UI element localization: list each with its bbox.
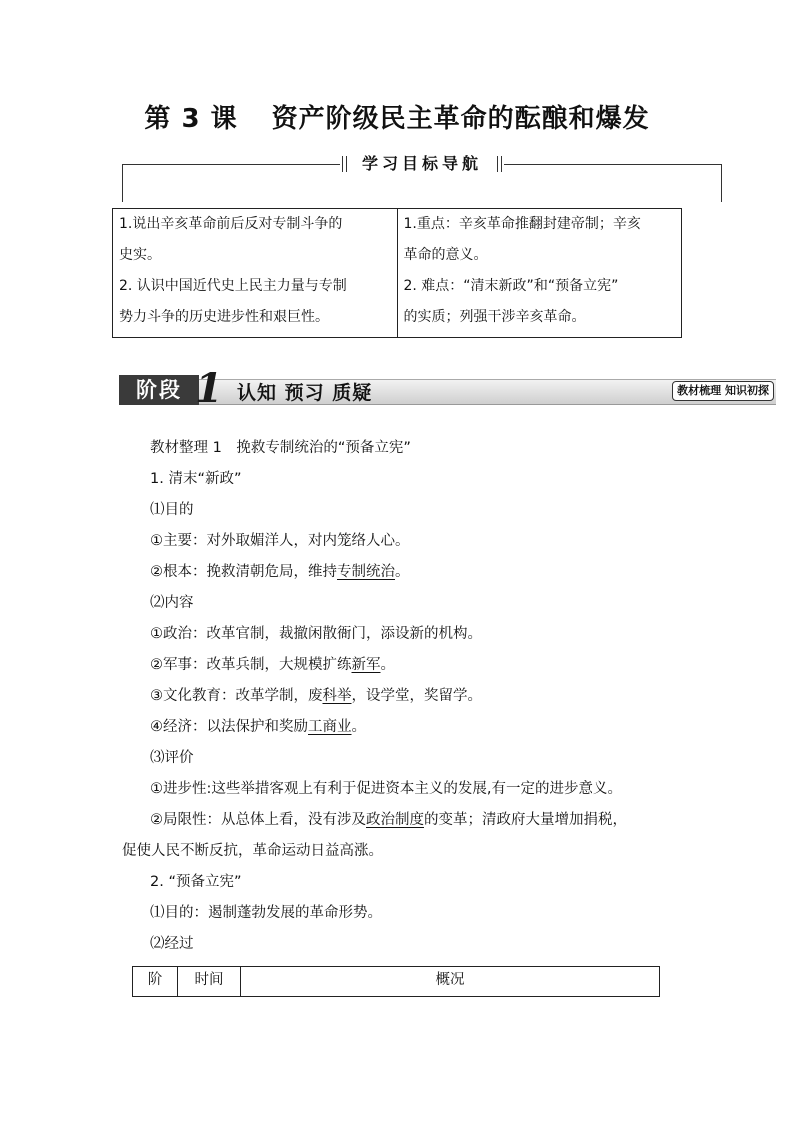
subheading: 2. “预备立宪” <box>150 874 242 890</box>
section-heading: 教材整理 1 挽救专制统治的“预备立宪” <box>150 440 411 456</box>
subheading: 1. 清末“新政” <box>150 471 242 487</box>
blank-answer: 专制统治 <box>337 564 395 580</box>
goals-left-column <box>113 209 398 337</box>
blank-answer: 政治制度 <box>366 812 424 828</box>
column-header-time: 时间 <box>178 967 241 996</box>
content-line: 促使人民不断反抗，革命运动日益高涨。 <box>122 843 383 859</box>
lesson-number: 第 3 课 <box>144 104 238 134</box>
content-line: ②军事：改革兵制，大规模扩练新军。 <box>150 657 395 673</box>
content-line: ⑴目的：遏制蓬勃发展的革命形势。 <box>150 905 382 921</box>
column-header-overview: 概况 <box>435 972 465 988</box>
learning-goals-heading: 学习目标导航 <box>340 151 504 174</box>
content-line: ④经济：以法保护和奖励工商业。 <box>150 719 366 735</box>
item-heading: ⑵内容 <box>150 595 194 611</box>
content-line: ②局限性：从总体上看，没有涉及政治制度的变革；清政府大量增加捐税， <box>150 812 627 828</box>
goal-line: 史实。 <box>119 247 161 263</box>
content-line: ①政治：改革官制，裁撤闲散衙门，添设新的机构。 <box>150 626 482 642</box>
item-heading: ⑴目的 <box>150 502 194 518</box>
lesson-title <box>0 98 794 135</box>
lesson-content <box>122 433 674 960</box>
lesson-name: 资产阶级民主革命的酝酿和爆发 <box>271 104 650 134</box>
goal-line: 2. 认识中国近代史上民主力量与专制 <box>119 278 347 294</box>
learning-goals-header <box>122 154 722 204</box>
stage-banner <box>119 365 776 412</box>
stage-title: 认知 预习 质疑 <box>237 382 373 404</box>
column-header-stage: 阶 <box>133 967 178 996</box>
goal-line: 的实质；列强干涉辛亥革命。 <box>403 309 586 325</box>
goal-line: 2. 难点：“清末新政”和“预备立宪” <box>403 278 619 294</box>
item-heading: ⑶评价 <box>150 750 194 766</box>
item-heading: ⑵经过 <box>150 936 194 952</box>
content-line: ②根本：挽救清朝危局，维持专制统治。 <box>150 564 410 580</box>
content-line: ③文化教育：改革学制，废科举，设学堂，奖留学。 <box>150 688 482 704</box>
content-line: ①主要：对外取媚洋人，对内笼络人心。 <box>150 533 410 549</box>
blank-answer: 新军 <box>351 657 381 673</box>
goal-line: 革命的意义。 <box>403 247 488 263</box>
stage-tag: 教材梳理 知识初探 <box>672 381 774 401</box>
content-line: ①进步性:这些举措客观上有利于促进资本主义的发展,有一定的进步意义。 <box>150 781 622 797</box>
stage-label: 阶段 <box>119 375 199 405</box>
blank-answer: 工商业 <box>308 719 352 735</box>
learning-goals-table <box>112 208 682 338</box>
blank-answer: 科举 <box>322 688 352 704</box>
goals-right-column <box>398 209 682 337</box>
goal-line: 势力斗争的历史进步性和艰巨性。 <box>119 309 329 325</box>
process-table-header <box>132 966 660 997</box>
stage-number: 1 <box>195 365 223 412</box>
goal-line: 1.说出辛亥革命前后反对专制斗争的 <box>119 216 343 232</box>
goal-line: 1.重点：辛亥革命推翻封建帝制；辛亥 <box>403 216 641 232</box>
